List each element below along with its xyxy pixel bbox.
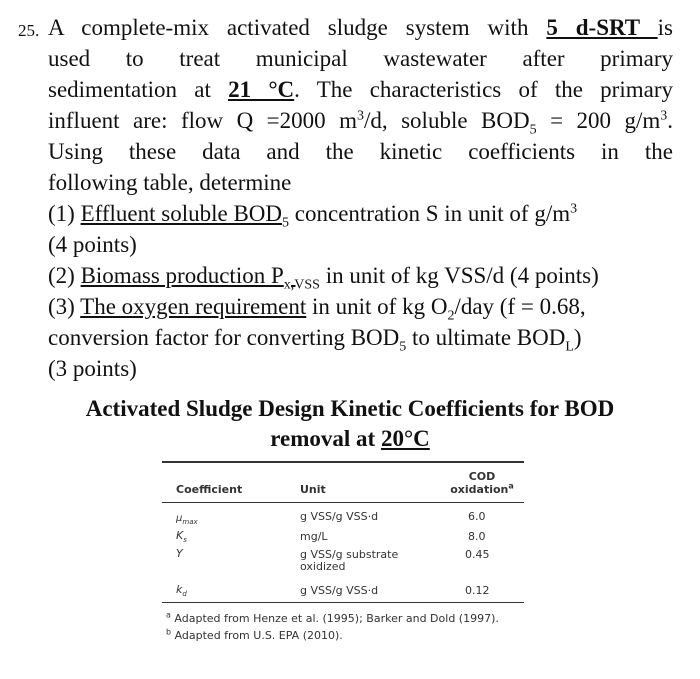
header-unit: Unit <box>300 483 326 496</box>
header-coefficient: Coefficient <box>176 483 243 496</box>
question-line: Using these data and the kinetic coefficients in the <box>48 139 673 164</box>
question-line: conversion factor for converting $BOD_5$ to ultimate $BOD_L$) <box>48 325 582 355</box>
header-rule <box>162 502 524 503</box>
question-part-1: (1) Effluent soluble $BOD_5$ concentration S in unit of $g/m^3$ <box>48 201 578 231</box>
question-line: influent are: flow Q =2000 $m^3/d$, soluble $BOD_5 = 200$ $g/m^3$. <box>48 108 674 138</box>
question-line: used to treat municipal wastewater after primary <box>48 46 673 71</box>
question-part-3: (3) The oxygen requirement in unit of kg $O_2$/day (f = 0.68, <box>48 294 586 324</box>
header-cod: COD <box>468 470 496 483</box>
value-y: 0.45 <box>465 548 490 561</box>
symbol-y: Y <box>176 547 183 560</box>
footnote-a: $^a$ Adapted from Henze et al. (1995); Barker and Dold (1997). <box>166 610 499 625</box>
question-line: A complete-mix activated sludge system with 5 d-SRT is <box>48 15 673 40</box>
value-kd: 0.12 <box>465 584 490 597</box>
question-line: (4 points) <box>48 232 137 257</box>
question-block <box>18 12 673 384</box>
table-bottom-rule <box>162 602 524 603</box>
unit-ks: mg/L <box>300 530 328 543</box>
value-mu-max: 6.0 <box>468 510 486 523</box>
table-title-line-1: Activated Sludge Design Kinetic Coefficients for BOD <box>85 396 615 421</box>
table-title-line-2: removal at 20°C <box>270 426 430 451</box>
question-line: following table, determine <box>48 170 292 195</box>
symbol-ks: $K_s$ <box>176 529 187 545</box>
value-ks: 8.0 <box>468 530 486 543</box>
footnote-b: $^b$ Adapted from U.S. EPA (2010). <box>166 627 343 642</box>
kinetic-coefficients-table <box>162 461 524 604</box>
question-text <box>48 12 673 384</box>
question-line: sedimentation at 21 °C. The characteristics of the primary <box>48 77 673 102</box>
symbol-mu-max: $\mu_{max}$ <box>176 513 198 526</box>
unit-y-line2: oxidized <box>300 560 346 573</box>
table-top-rule <box>162 461 524 463</box>
unit-y-line1: g VSS/g substrate <box>300 548 399 561</box>
unit-kd: g VSS/g VSS·d <box>300 584 379 597</box>
question-part-2: (2) Biomass production $P_{x,VSS}$ in unit of kg VSS/d (4 points) <box>48 263 599 293</box>
unit-mu-max: g VSS/g VSS·d <box>300 510 379 523</box>
header-oxidation: oxidation$^a$ <box>450 481 514 496</box>
symbol-kd: $k_d$ <box>176 583 187 599</box>
question-number: 25. <box>18 21 40 40</box>
question-line: (3 points) <box>48 356 137 381</box>
